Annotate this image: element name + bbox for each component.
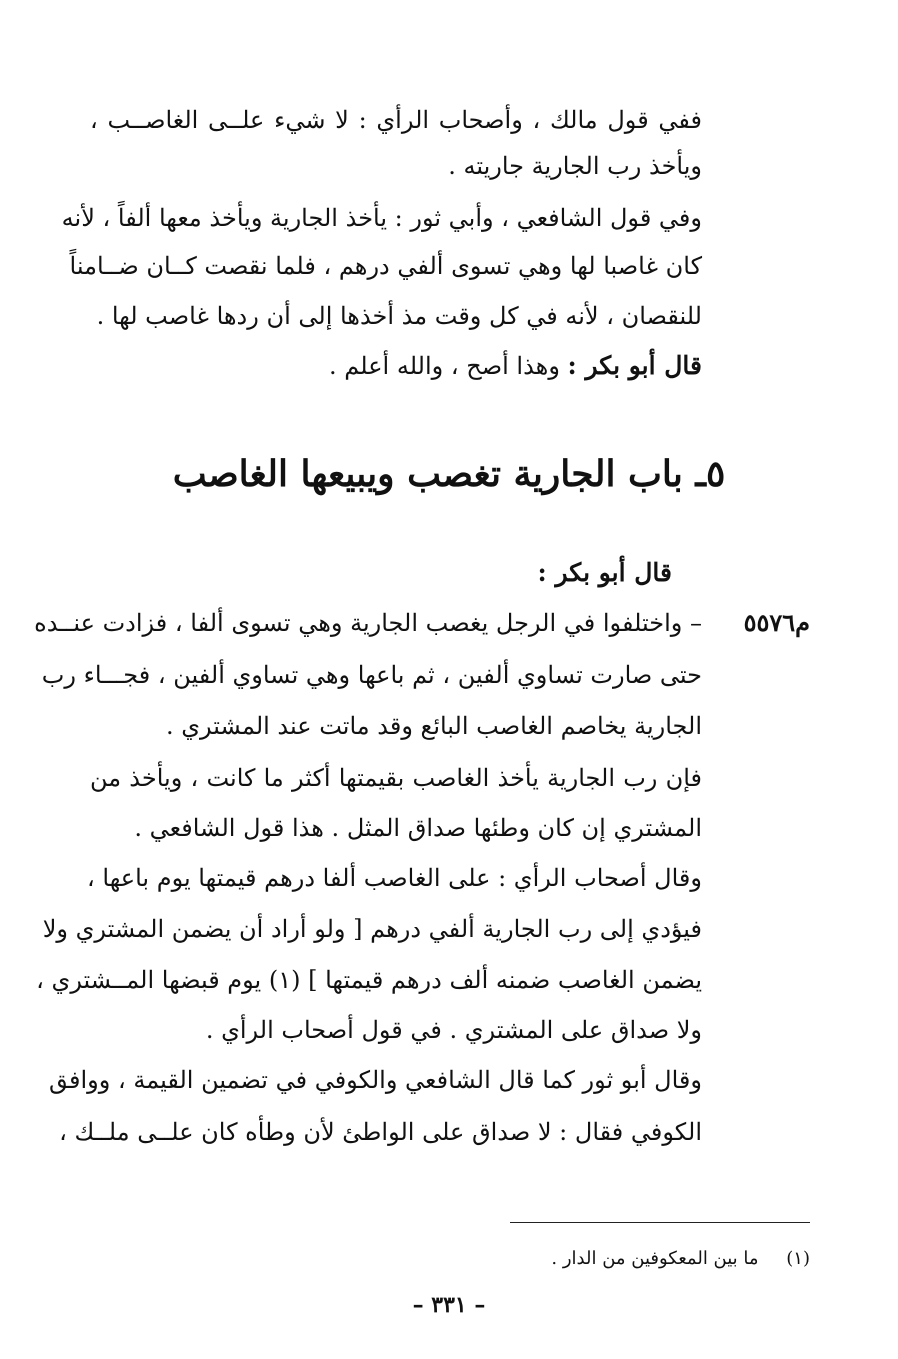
- text-line: – واختلفوا في الرجل يغصب الجارية وهي تسوى ألفا ، فزادت عنــده: [34, 609, 702, 637]
- text-line: ففي قول مالك ، وأصحاب الرأي : لا شيء علــى الغاصــب ،: [90, 106, 702, 134]
- text-line: يضمن الغاصب ضمنه ألف درهم قيمتها ] (١) يوم قبضها المــشتري ،: [36, 966, 702, 994]
- text-line: وقال أبو ثور كما قال الشافعي والكوفي في تضمين القيمة ، ووافق: [49, 1066, 702, 1094]
- conclusion-text: وهذا أصح ، والله أعلم .: [329, 352, 560, 380]
- text-line: ويأخذ رب الجارية جاريته .: [448, 152, 702, 180]
- text-line: الجارية يخاصم الغاصب البائع وقد ماتت عند المشتري .: [166, 712, 702, 740]
- text-line: حتى صارت تساوي ألفين ، ثم باعها وهي تساوي ألفين ، فجـــاء رب: [41, 661, 702, 689]
- chapter-heading: ٥ـ باب الجارية تغصب ويبيعها الغاصب: [172, 453, 726, 495]
- footnote: [551, 1244, 810, 1274]
- footnote-text: ما بين المعكوفين من الدار .: [551, 1248, 759, 1269]
- footnote-separator: [510, 1222, 810, 1223]
- conclusion-line: [329, 346, 702, 386]
- text-line: وفي قول الشافعي ، وأبي ثور : يأخذ الجارية ويأخذ معها ألفاً ، لأنه: [61, 204, 702, 232]
- page-number: – ٣٣١ –: [412, 1292, 486, 1318]
- text-line: للنقصان ، لأنه في كل وقت مذ أخذها إلى أن ردها غاصب لها .: [96, 302, 702, 330]
- speaker-label: قال أبو بكر :: [567, 351, 702, 380]
- footnote-marker: (١): [786, 1248, 810, 1269]
- text-line: كان غاصبا لها وهي تسوى ألفي درهم ، فلما نقصت كــان ضــامناً: [69, 252, 702, 280]
- text-line: المشتري إن كان وطئها صداق المثل . هذا قول الشافعي .: [134, 814, 702, 842]
- text-line: وقال أصحاب الرأي : على الغاصب ألفا درهم قيمتها يوم باعها ،: [87, 864, 702, 892]
- speaker-label: قال أبو بكر :: [537, 558, 672, 587]
- issue-number: م٥٥٧٦: [743, 608, 810, 637]
- text-line: الكوفي فقال : لا صداق على الواطئ لأن وطأه كان علــى ملــك ،: [59, 1118, 702, 1146]
- text-line: فإن رب الجارية يأخذ الغاصب بقيمتها أكثر ما كانت ، ويأخذ من: [90, 764, 702, 792]
- text-line: ولا صداق على المشتري . في قول أصحاب الرأي .: [205, 1016, 702, 1044]
- text-line: فيؤدي إلى رب الجارية ألفي درهم [ ولو أراد أن يضمن المشتري ولا: [42, 915, 702, 943]
